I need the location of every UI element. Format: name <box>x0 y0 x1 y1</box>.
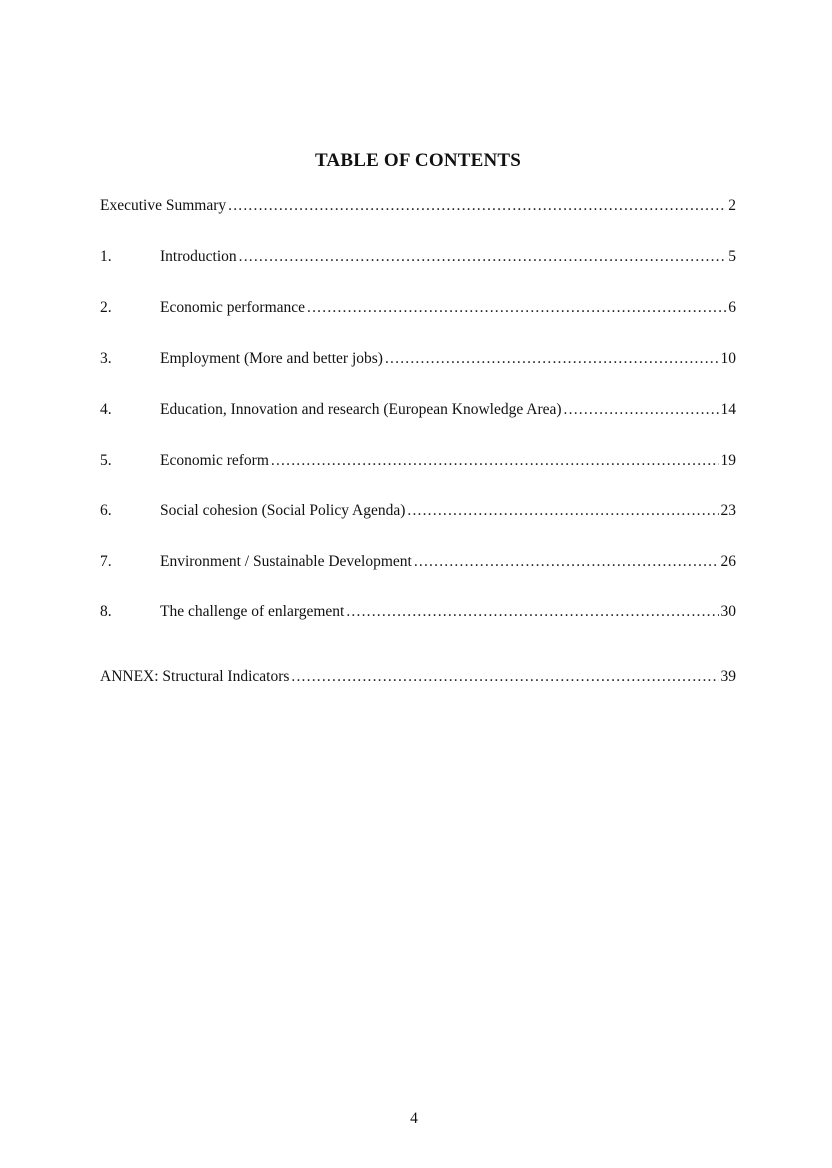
toc-entry-page: 19 <box>720 452 736 469</box>
toc-entry-number: 3. <box>100 350 112 367</box>
toc-entry-page: 5 <box>728 248 736 265</box>
toc-entry-number: 5. <box>100 452 112 469</box>
toc-entry-label: Social cohesion (Social Policy Agenda) <box>160 502 406 519</box>
toc-entry-page: 6 <box>728 299 736 316</box>
page-number: 4 <box>410 1110 418 1127</box>
toc-entry-page: 26 <box>720 553 736 570</box>
toc-entry-environment[interactable] <box>100 550 736 574</box>
toc-entry-page: 30 <box>720 603 736 620</box>
toc-entry-introduction[interactable] <box>100 245 736 269</box>
toc-entry-economic-reform[interactable] <box>100 449 736 473</box>
toc-leader-dots <box>271 449 719 473</box>
toc-leader-dots <box>564 398 719 422</box>
toc-entry-page: 14 <box>720 401 736 418</box>
toc-entry-label: ANNEX: Structural Indicators <box>100 668 290 685</box>
toc-entry-label: Environment / Sustainable Development <box>160 553 412 570</box>
toc-entry-number: 4. <box>100 401 112 418</box>
toc-entry-page: 2 <box>728 197 736 214</box>
toc-entry-label: Introduction <box>160 248 237 265</box>
toc-entry-annex[interactable] <box>100 665 736 689</box>
toc-entry-page: 39 <box>720 668 736 685</box>
toc-entry-label: Economic performance <box>160 299 306 316</box>
toc-entry-executive-summary[interactable] <box>100 194 736 218</box>
toc-leader-dots <box>307 296 726 320</box>
toc-leader-dots <box>228 194 726 218</box>
toc-entry-label: Economic reform <box>160 452 269 469</box>
toc-entry-employment[interactable] <box>100 347 736 371</box>
toc-entry-number: 7. <box>100 553 112 570</box>
toc-entry-enlargement[interactable] <box>100 600 736 624</box>
toc-entry-page: 10 <box>720 350 736 367</box>
toc-entry-social-cohesion[interactable] <box>100 499 736 523</box>
toc-entry-education[interactable] <box>100 398 736 422</box>
toc-entry-number: 8. <box>100 603 112 620</box>
toc-leader-dots <box>414 550 719 574</box>
toc-leader-dots <box>239 245 727 269</box>
toc-entry-label: Executive Summary <box>100 197 227 214</box>
toc-entry-economic-performance[interactable] <box>100 296 736 320</box>
toc-leader-dots <box>291 665 718 689</box>
toc-entry-label: Education, Innovation and research (European Knowledge Area) <box>160 401 562 418</box>
toc-entry-number: 1. <box>100 248 112 265</box>
toc-leader-dots <box>346 600 718 624</box>
toc-leader-dots <box>385 347 719 371</box>
toc-entry-label: The challenge of enlargement <box>160 603 345 620</box>
toc-entry-number: 6. <box>100 502 112 519</box>
toc-entry-page: 23 <box>720 502 736 519</box>
toc-entry-label: Employment (More and better jobs) <box>160 350 383 367</box>
toc-leader-dots <box>407 499 718 523</box>
toc-entry-number: 2. <box>100 299 112 316</box>
page-title: TABLE OF CONTENTS <box>314 150 522 171</box>
